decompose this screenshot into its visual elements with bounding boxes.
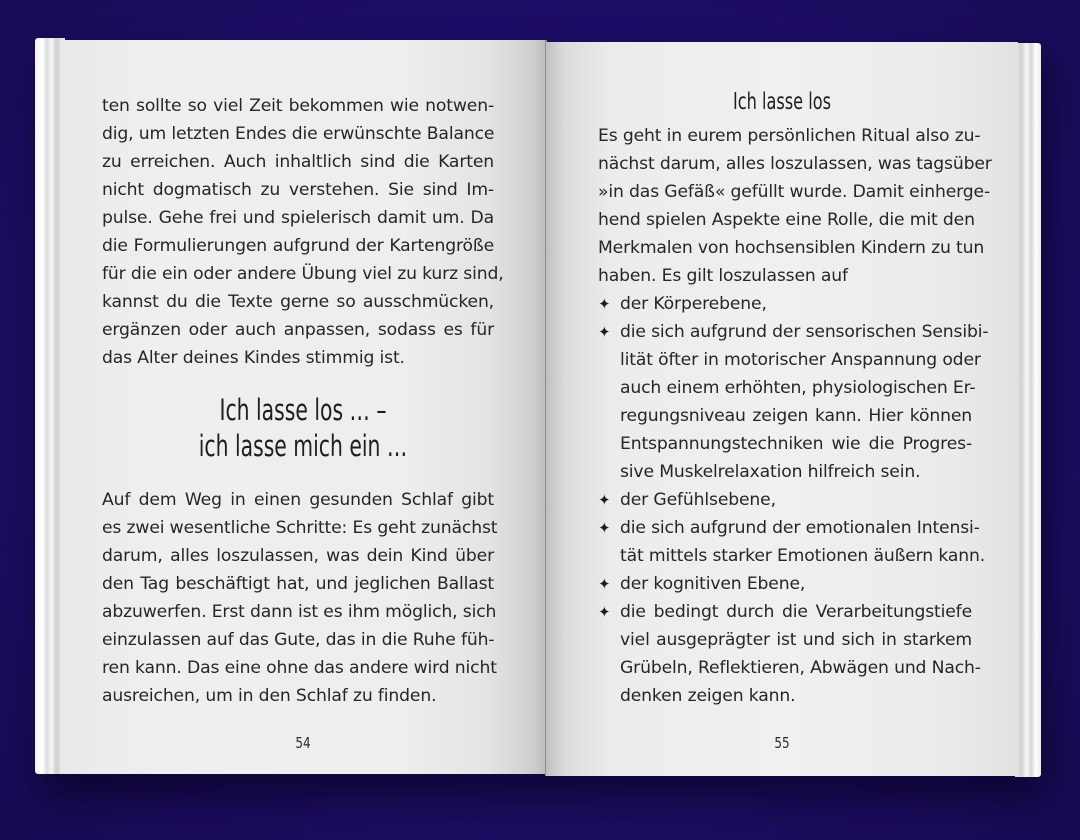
text-line: Auf dem Weg in einen gesunden Schlaf gibt	[102, 490, 494, 510]
text-line: viel ausgeprägter ist und sich in starkem	[620, 630, 972, 650]
section-heading	[113, 392, 492, 464]
text-line: der Körperebene,	[620, 294, 767, 314]
four-point-star-icon: ✦	[598, 491, 611, 509]
text-line: pulse. Gehe frei und spielerisch damit um. Da	[102, 208, 494, 228]
list-item	[598, 486, 972, 514]
text-line: Es geht in eurem persönlichen Ritual also zu-	[598, 126, 981, 146]
text-line: lität öfter in motorischer Anspannung oder	[620, 350, 981, 370]
text-line: haben. Es gilt loszulassen auf	[598, 266, 848, 286]
text-line: auch einem erhöhten, physiologischen Er-	[620, 378, 976, 398]
text-line: regungsniveau zeigen kann. Hier können	[620, 406, 972, 426]
right-page	[546, 42, 1018, 776]
text-line: der kognitiven Ebene,	[620, 574, 806, 594]
text-line: sive Muskelrelaxation hilfreich sein.	[620, 462, 921, 482]
page-number: 55	[774, 734, 790, 752]
four-point-star-icon: ✦	[598, 323, 611, 341]
left-page	[60, 40, 546, 774]
text-line: denken zeigen kann.	[620, 686, 796, 706]
four-point-star-icon: ✦	[598, 295, 611, 313]
text-line: einzulassen auf das Gute, das in die Ruhe füh-	[102, 630, 495, 650]
text-line: die sich aufgrund der emotionalen Intensi-	[620, 518, 980, 538]
right-page-edges	[1015, 43, 1041, 777]
section-heading: Ich lasse los	[732, 89, 832, 115]
text-line: Grübeln, Reflektieren, Abwägen und Nach-	[620, 658, 981, 678]
text-line: ren kann. Das eine ohne das andere wird nicht	[102, 658, 497, 678]
left-intro-paragraph	[102, 92, 504, 372]
text-line: abzuwerfen. Erst dann ist es ihm möglich, sich	[102, 602, 497, 622]
text-line: die Formulierungen aufgrund der Kartengröße	[102, 236, 494, 256]
list-item	[598, 598, 981, 710]
text-line: ergänzen oder auch anpassen, sodass es für	[102, 320, 494, 340]
text-line: das Alter deines Kindes stimmig ist.	[102, 348, 405, 368]
list-item	[598, 318, 989, 486]
text-line: ausreichen, um in den Schlaf zu finden.	[102, 686, 437, 706]
heading-line: Ich lasse los … –	[219, 393, 387, 427]
text-line: es zwei wesentliche Schritte: Es geht zunächst	[102, 518, 498, 538]
text-line: ten sollte so viel Zeit bekommen wie notwen-	[102, 96, 494, 116]
text-line: nicht dogmatisch zu verstehen. Sie sind Im-	[102, 180, 494, 200]
text-line: kannst du die Texte gerne so ausschmücken,	[102, 292, 494, 312]
four-point-star-icon: ✦	[598, 603, 611, 621]
text-line: Entspannungstechniken wie die Progres-	[620, 434, 972, 454]
text-line: nächst darum, alles loszulassen, was tagsüber	[598, 154, 992, 174]
right-intro-paragraph	[598, 122, 992, 290]
text-line: den Tag beschäftigt hat, und jeglichen Ballast	[102, 574, 494, 594]
text-line: für die ein oder andere Übung viel zu kurz sind,	[102, 264, 504, 284]
text-line: darum, alles loszulassen, was dein Kind über	[102, 546, 494, 566]
text-line: der Gefühlsebene,	[620, 490, 776, 510]
list-item	[598, 290, 972, 318]
text-line: »in das Gefäß« gefüllt wurde. Damit einherge-	[598, 182, 990, 202]
page-number: 54	[295, 734, 311, 752]
text-line: zu erreichen. Auch inhaltlich sind die Karten	[102, 152, 494, 172]
four-point-star-icon: ✦	[598, 575, 611, 593]
text-line: hend spielen Aspekte eine Rolle, die mit den	[598, 210, 975, 230]
text-line: Merkmalen von hochsensiblen Kindern zu tun	[598, 238, 985, 258]
bullet-list	[598, 290, 989, 710]
four-point-star-icon: ✦	[598, 519, 611, 537]
list-item	[598, 570, 972, 598]
text-line: dig, um letzten Endes die erwünschte Balance	[102, 124, 495, 144]
list-item	[598, 514, 986, 570]
text-line: die bedingt durch die Verarbeitungstiefe	[620, 602, 972, 622]
text-line: die sich aufgrund der sensorischen Sensibi-	[620, 322, 989, 342]
text-line: tät mittels starker Emotionen äußern kann.	[620, 546, 986, 566]
left-body-paragraph	[102, 486, 498, 710]
heading-line: ich lasse mich ein …	[198, 429, 408, 463]
